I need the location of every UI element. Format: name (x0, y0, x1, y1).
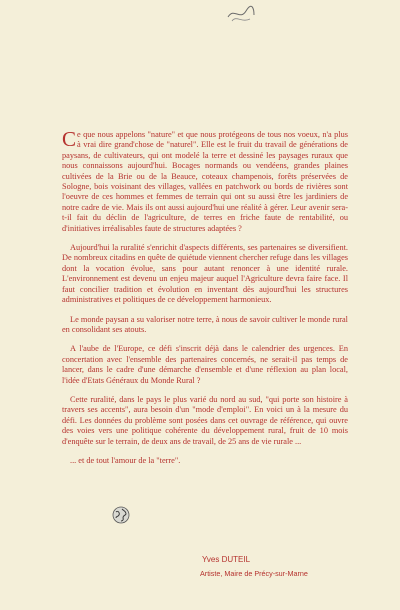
paragraph-3: Le monde paysan a su valoriser notre terre, à nous de savoir cultiver le monde rural en consolidant ses atouts. (62, 314, 348, 334)
drop-cap: C (62, 127, 77, 151)
paragraph-2: Aujourd'hui la ruralité s'enrichit d'aspects différents, ses partenaires se diversifient. De nombreux citadins en quête de quiétude viennent chercher refuge dans les villages dont la vocation évolue, sans pour autant renoncer à une identité rurale. L'environnement est devenu un enjeu majeur auquel l'Agriculture devra faire face. Il faut concilier tradition et évolution en inventant dès aujourd'hui les structures administratives et politiques de ce développement harmonieux. (62, 243, 348, 305)
scribble-mark (226, 3, 256, 25)
signature-block (200, 555, 308, 578)
author-title: Artiste, Maire de Précy-sur-Marne (200, 569, 308, 578)
paragraph-1-text: e que nous appelons "nature" et que nous protégeons de tous nos voeux, n'a plus à vrai dire grand'chose de "naturel". Elle est le fruit du travail de générations de paysans, de cultivateurs, qui ont modelé la terre et dessiné les paysages ruraux que nous connaissons aujourd'hui. Bocages normands ou vendéens, grandes plaines cultivées de la Brie ou de la Beauce, coteaux champenois, forêts préservées de Sologne, bois voisinant des villages, vallées en patchwork ou bords de rivières sont l'oeuvre de ces hommes et femmes de terrain qui ont su aussi être les jardiniers de notre cadre de vie. Mais ils ont aussi aujourd'hui une réalité à gérer. Leur avenir sera-t-il fait du déclin de l'agriculture, de terres en friche faute de rentabilité, ou d'initiatives irréalisables faute de structures adaptées ? (62, 130, 348, 233)
paragraph-1 (62, 127, 348, 234)
paragraph-5: Cette ruralité, dans le pays le plus varié du nord au sud, "qui porte son histoire à travers ses accents", aura besoin d'un "mode d'emploi". En voici un à la mesure du défi. Les données du problème sont posées dans cet ouvrage de référence, qui ouvre des voies vers une politique cohérente du développement rural, fruit de 10 mois d'enquête sur le terrain, de deux ans de travail, de 25 ans de vie rurale ... (62, 394, 348, 446)
author-name: Yves DUTEIL (202, 555, 251, 564)
paragraph-6: ... et de tout l'amour de la "terre". (70, 455, 181, 465)
paragraph-4: A l'aube de l'Europe, ce défi s'inscrit déjà dans le calendrier des urgences. En concertation avec l'ensemble des partenaires concernés, ne serait-il pas temps de lancer, dans le cadre d'une démarche d'ensemble et d'une réflexion au plan local, l'idée d'Etats Généraux du Monde Rural ? (62, 344, 348, 385)
globe-icon (112, 506, 130, 524)
foreword-text (62, 127, 348, 475)
